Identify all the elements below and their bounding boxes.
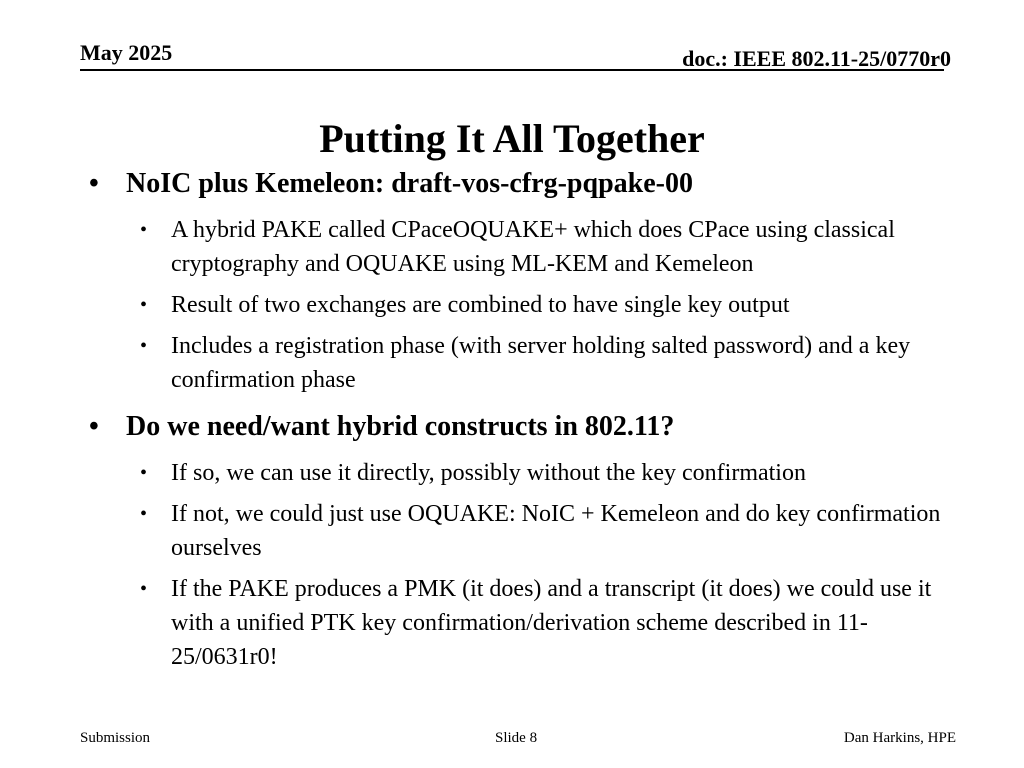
sub-bullet: [0, 329, 941, 397]
footer-author: Dan Harkins, HPE: [843, 730, 956, 746]
bullet-noic-kemeleon: [0, 167, 946, 201]
bullet-dot-icon: •: [89, 411, 99, 442]
bullet-dot-icon: •: [89, 168, 99, 199]
sub-bullet: [0, 572, 941, 674]
bullet-hybrid-constructs: [0, 410, 946, 444]
sub-bullet: [0, 213, 941, 281]
sub-bullet-text: If not, we could just use OQUAKE: NoIC + Kemeleon and do key confirmation ourselves: [171, 501, 941, 561]
sub-bullet-text: If so, we can use it directly, possibly without the key confirmation: [171, 460, 806, 486]
sub-bullet-text: Includes a registration phase (with server holding salted password) and a key confirmation phase: [171, 333, 911, 393]
bullet-dot-icon: •: [140, 335, 148, 357]
bullet-text: NoIC plus Kemeleon: draft-vos-cfrg-pqpake-00: [126, 168, 693, 199]
slide-body: [0, 167, 1024, 674]
bullet-dot-icon: •: [140, 462, 148, 484]
header-doc-id: doc.: IEEE 802.11-25/0770r0: [682, 46, 951, 71]
sub-bullet: [0, 456, 941, 490]
sub-bullet-text: If the PAKE produces a PMK (it does) and a transcript (it does) we could use it with a unified PTK key confirmation/derivation scheme described in 11-25/0631r0!: [171, 576, 932, 670]
bullet-dot-icon: •: [140, 503, 148, 525]
bullet-dot-icon: •: [140, 578, 148, 600]
bullet-text: Do we need/want hybrid constructs in 802.11?: [126, 411, 675, 442]
footer-submission: Submission: [80, 730, 151, 746]
sub-bullet-text: A hybrid PAKE called CPaceOQUAKE+ which does CPace using classical cryptography and OQUAKE using ML-KEM and Kemeleon: [171, 217, 895, 277]
sub-bullet-text: Result of two exchanges are combined to have single key output: [171, 292, 790, 318]
footer-slide-number: Slide 8: [495, 730, 538, 746]
bullet-dot-icon: •: [140, 219, 148, 241]
header-divider: [80, 69, 944, 71]
bullet-dot-icon: •: [140, 294, 148, 316]
sub-bullet: [0, 497, 941, 565]
sub-bullet: [0, 288, 941, 322]
header-date: May 2025: [80, 40, 173, 65]
slide-title: Putting It All Together: [319, 116, 705, 161]
